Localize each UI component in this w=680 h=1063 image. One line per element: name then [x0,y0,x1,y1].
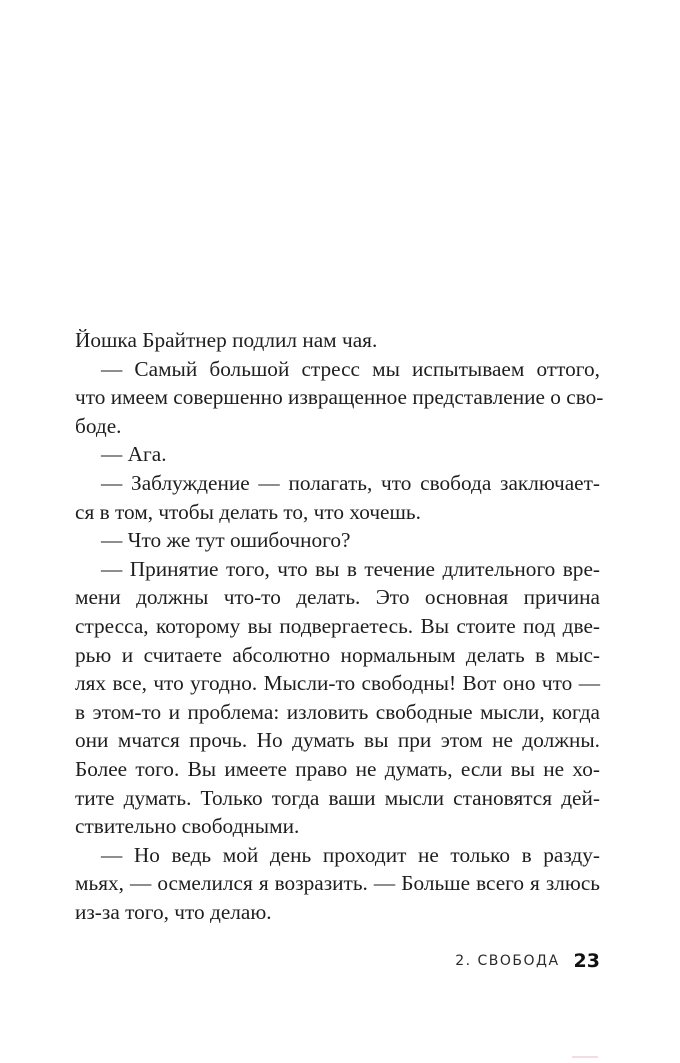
text-line: — Но ведь мой день проходит не только в разду- [101,842,600,867]
text-line: — Что же тут ошибочного? [101,528,351,553]
text-line: тите думать. Только тогда ваши мысли становятся дей- [75,785,600,810]
text-line: стресса, которому вы подвергаетесь. Вы стоите под две- [75,613,600,638]
text-line: лях все, что угодно. Мысли-то свободны! Вот оно что — [75,671,600,696]
text-line: — Заблуждение — полагать, что свобода заключает- [101,470,600,495]
text-line: в этом-то и проблема: изловить свободные мысли, когда [75,699,600,724]
text-line: рью и считаете абсолютно нормальным делать в мыс- [75,642,600,667]
text-line: что имеем совершенно извращенное представление о сво- [75,385,604,410]
text-line: мени должны что-то делать. Это основная причина [75,585,600,610]
text-line: — Самый большой стресс мы испытываем оттого, [101,356,600,381]
text-line: — Ага. [101,442,167,467]
text-line: Более того. Вы имеете право не думать, если вы не хо- [75,756,600,781]
text-line: ствительно свободными. [75,814,300,839]
text-line: они мчатся прочь. Но думать вы при этом не должны. [75,728,600,753]
book-text [75,326,604,926]
text-line: из-за того, что делаю. [75,899,272,924]
chapter-title: 2. СВОБОДА [455,953,560,969]
text-line: боде. [75,413,122,438]
text-line: ся в том, чтобы делать то, что хочешь. [75,499,421,524]
page-number: 23 [573,950,600,972]
text-line: — Принятие того, что вы в течение длительного вре- [101,556,600,581]
text-line: Йошка Брайтнер подлил нам чая. [75,328,378,352]
text-line: мьях, — осмелился я возразить. — Больше всего я злюсь [75,871,600,896]
running-footer [400,950,600,976]
scan-edge-mark [572,1056,598,1058]
